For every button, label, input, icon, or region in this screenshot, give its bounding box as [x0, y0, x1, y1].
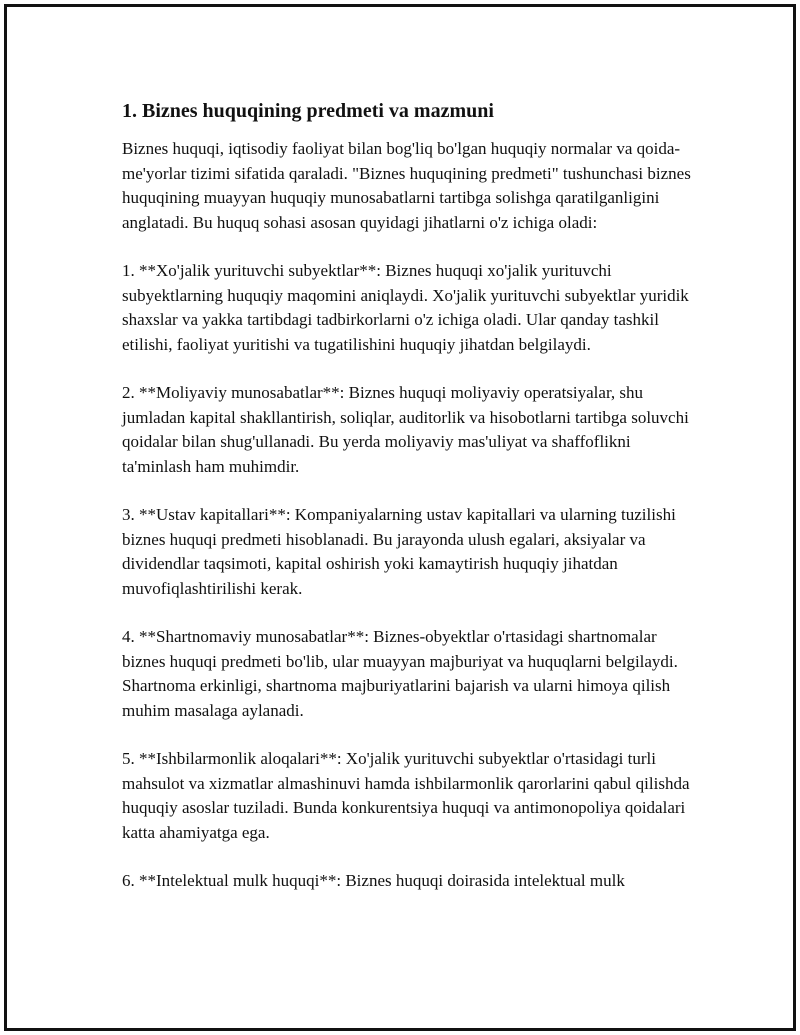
paragraph-business-entities: 1. **Xo'jalik yurituvchi subyektlar**: Biznes huquqi xo'jalik yurituvchi subyektlarning huquqiy maqomini aniqlaydi. Xo'jalik yurituvchi subyektlar yuridik shaxslar va yakka tartibdagi tadbirkorlarni o'z ichiga oladi. Ular qanday tashkil etilishi, faoliyat yuritishi va tugatilishini huquqiy jihatdan belgilaydi.: [122, 261, 689, 354]
paragraph-contractual-relations: 4. **Shartnomaviy munosabatlar**: Biznes-obyektlar o'rtasidagi shartnomalar biznes huquqi predmeti bo'lib, ular muayyan majburiyat va huquqlarni belgilaydi. Shartnoma erkinligi, shartnoma majburiyatlarini bajarish va ularni himoya qilish muhim masalaga aylanadi.: [122, 627, 678, 720]
document-title: 1. Biznes huquqining predmeti va mazmuni: [122, 100, 494, 122]
intro-paragraph: Biznes huquqi, iqtisodiy faoliyat bilan bog'liq bo'lgan huquqiy normalar va qoida-me'yorlar tizimi sifatida qaraladi. "Biznes huquqining predmeti" tushunchasi biznes huquqining muayyan huquqiy munosabatlarni tartibga solishga qaratilganligini anglatadi. Bu huquq sohasi asosan quyidagi jihatlarni o'z ichiga oladi:: [122, 139, 691, 232]
paragraph-business-relations: 5. **Ishbilarmonlik aloqalari**: Xo'jalik yurituvchi subyektlar o'rtasidagi turli mahsulot va xizmatlar almashinuvi hamda ishbilarmonlik qarorlarini qabul qilishda huquqiy asoslar tuziladi. Bunda konkurentsiya huquqi va antimonopoliya qoidalari katta ahamiyatga ega.: [122, 749, 690, 842]
paragraph-financial-relations: 2. **Moliyaviy munosabatlar**: Biznes huquqi moliyaviy operatsiyalar, shu jumladan kapital shakllantirish, soliqlar, auditorlik va hisobotlarni tartibga soluvchi qoidalar bilan shug'ullanadi. Bu yerda moliyaviy mas'uliyat va shaffoflikni ta'minlash ham muhimdir.: [122, 383, 689, 476]
document-content: [122, 99, 702, 918]
paragraph-intellectual-property: 6. **Intelektual mulk huquqi**: Biznes huquqi doirasida intelektual mulk: [122, 871, 625, 890]
paragraph-charter-capital: 3. **Ustav kapitallari**: Kompaniyalarning ustav kapitallari va ularning tuzilishi biznes huquqi predmeti hisoblanadi. Bu jarayonda ulush egalari, aksiyalar va dividendlar taqsimoti, kapital oshirish yoki kamaytirish huquqiy jihatdan muvofiqlashtirilishi kerak.: [122, 505, 676, 598]
page-frame: [4, 4, 796, 1031]
